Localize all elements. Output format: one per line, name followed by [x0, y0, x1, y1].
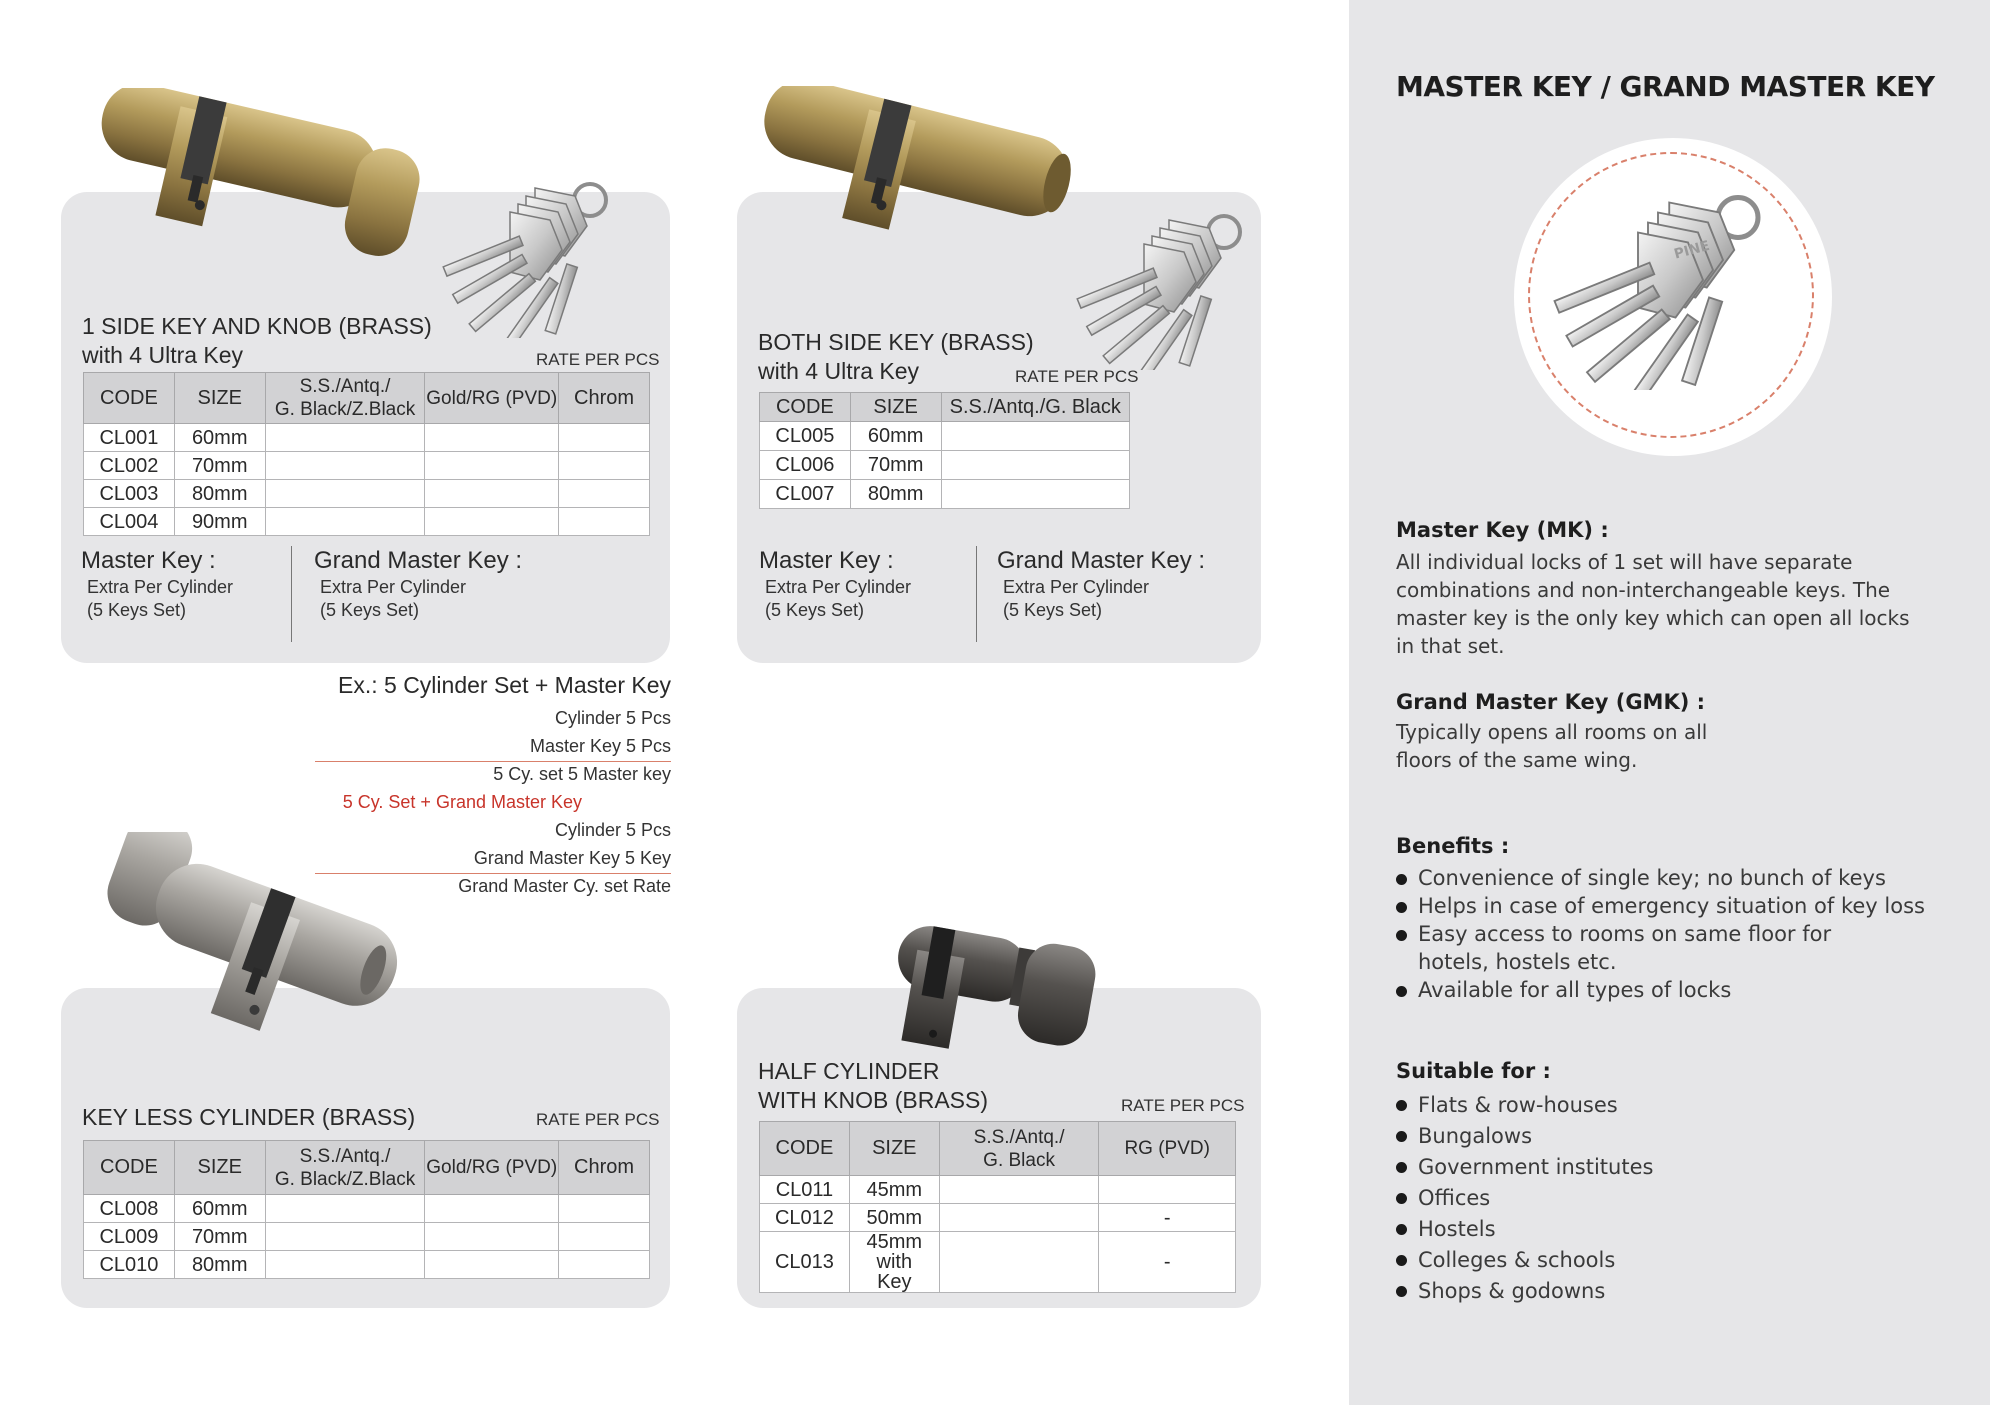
col-header: S.S./Antq./ G. Black	[939, 1122, 1099, 1176]
example-line: Master Key 5 Pcs	[529, 736, 671, 756]
col-header: SIZE	[174, 373, 265, 424]
col-header: SIZE	[849, 1122, 939, 1176]
table-row: CL008 60mm	[84, 1195, 650, 1223]
list-item: Easy access to rooms on same floor for hotels, hostels etc.	[1396, 920, 1858, 976]
col-header: Chrom	[559, 1141, 650, 1195]
price-table-keyless	[83, 1140, 650, 1279]
table-row: CL011 45mm	[760, 1176, 1236, 1204]
suitable-list	[1396, 1090, 1916, 1307]
col-header: Chrom	[559, 373, 650, 424]
example-line: Grand Master Cy. set Rate	[458, 876, 671, 896]
col-header: RG (PVD)	[1099, 1122, 1236, 1176]
table-row: CL013 45mm with Key -	[760, 1232, 1236, 1293]
list-item: Offices	[1396, 1183, 1916, 1214]
half-cylinder-knob-image	[880, 924, 1110, 1074]
table-row: CL007 80mm	[760, 480, 1130, 509]
grand-master-key-label: Grand Master Key :	[997, 547, 1206, 574]
mk-description: All individual locks of 1 set will have separate combinations and non-interchangeable keys. The master key is the only key which can open all locks in that set.	[1396, 550, 1910, 658]
benefits-list	[1396, 864, 1956, 1004]
table-row: CL009 70mm	[84, 1223, 650, 1251]
list-item: Colleges & schools	[1396, 1245, 1916, 1276]
bullet-icon	[1396, 1131, 1407, 1142]
cylinder-1side-knob-image	[80, 88, 425, 288]
price-table-both-side	[759, 392, 1130, 509]
list-item: Hostels	[1396, 1214, 1916, 1245]
product-title: 1 SIDE KEY AND KNOB (BRASS) with 4 Ultra Key	[82, 313, 432, 368]
grand-master-key-label: Grand Master Key :	[314, 547, 523, 574]
sidebar-title: MASTER KEY / GRAND MASTER KEY	[1396, 70, 1935, 103]
bullet-icon	[1396, 1286, 1407, 1297]
grand-master-key-extra: Extra Per Cylinder (5 Keys Set)	[1003, 577, 1150, 620]
key-brand-logo: PINE	[1672, 237, 1712, 263]
list-item: Government institutes	[1396, 1152, 1916, 1183]
list-item: Shops & godowns	[1396, 1276, 1916, 1307]
bullet-icon	[1396, 986, 1407, 997]
master-key-label: Master Key :	[759, 547, 894, 574]
master-key-extra: Extra Per Cylinder (5 Keys Set)	[765, 577, 912, 620]
example-line: 5 Cy. set 5 Master key	[493, 764, 671, 784]
mk-heading: Master Key (MK) :	[1396, 518, 1609, 542]
table-row: CL002 70mm	[84, 452, 650, 480]
bullet-icon	[1396, 930, 1407, 941]
table-row: CL005 60mm	[760, 422, 1130, 451]
benefits-heading: Benefits :	[1396, 834, 1510, 858]
col-header: CODE	[84, 373, 175, 424]
col-header: CODE	[760, 1122, 850, 1176]
product-title: BOTH SIDE KEY (BRASS) with 4 Ultra Key	[758, 329, 1034, 384]
cylinder-keyless-image	[80, 832, 400, 1092]
rate-per-pcs: RATE PER PCS	[536, 1110, 660, 1129]
key-bunch-image	[1074, 210, 1254, 370]
table-row: CL012 50mm -	[760, 1204, 1236, 1232]
price-table-half-cylinder	[759, 1121, 1236, 1293]
col-header: S.S./Antq./ G. Black/Z.Black	[265, 1141, 425, 1195]
grand-master-key-extra: Extra Per Cylinder (5 Keys Set)	[320, 577, 467, 620]
table-row: CL006 70mm	[760, 451, 1130, 480]
col-header: CODE	[84, 1141, 175, 1195]
suitable-heading: Suitable for :	[1396, 1059, 1551, 1083]
col-header: S.S./Antq./G. Black	[941, 393, 1130, 422]
bullet-icon	[1396, 1255, 1407, 1266]
divider	[976, 546, 977, 642]
example-heading: Ex.: 5 Cylinder Set + Master Key	[338, 672, 671, 698]
price-table-1side	[83, 372, 650, 536]
table-row: CL010 80mm	[84, 1251, 650, 1279]
col-header: Gold/RG (PVD)	[425, 373, 559, 424]
product-title: HALF CYLINDER WITH KNOB (BRASS)	[758, 1058, 989, 1113]
bullet-icon	[1396, 1193, 1407, 1204]
table-row: CL003 80mm	[84, 480, 650, 508]
master-key-extra: Extra Per Cylinder (5 Keys Set)	[87, 577, 234, 620]
bullet-icon	[1396, 874, 1407, 885]
example-line: Cylinder 5 Pcs	[554, 820, 671, 840]
list-item: Helps in case of emergency situation of key loss	[1396, 892, 1956, 920]
list-item: Bungalows	[1396, 1121, 1916, 1152]
gmk-description: Typically opens all rooms on all floors of the same wing.	[1396, 720, 1708, 772]
col-header: Gold/RG (PVD)	[425, 1141, 559, 1195]
rate-per-pcs: RATE PER PCS	[1121, 1096, 1245, 1115]
table-row: CL001 60mm	[84, 424, 650, 452]
example-line: Grand Master Key 5 Key	[473, 848, 671, 868]
master-key-label: Master Key :	[81, 547, 216, 574]
key-bunch-image	[440, 178, 620, 338]
col-header: CODE	[760, 393, 851, 422]
master-key-bunch-image	[1548, 190, 1778, 390]
list-item: Flats & row-houses	[1396, 1090, 1916, 1121]
divider	[291, 546, 292, 642]
gmk-heading: Grand Master Key (GMK) :	[1396, 690, 1706, 714]
list-item: Convenience of single key; no bunch of keys	[1396, 864, 1956, 892]
cylinder-both-side-image	[742, 86, 1082, 286]
divider	[315, 761, 671, 762]
rate-per-pcs: RATE PER PCS	[1015, 367, 1139, 386]
rate-per-pcs: RATE PER PCS	[536, 350, 660, 369]
col-header: SIZE	[174, 1141, 265, 1195]
col-header: SIZE	[850, 393, 941, 422]
example-line-highlight: 5 Cy. Set + Grand Master Key	[342, 792, 582, 812]
col-header: S.S./Antq./ G. Black/Z.Black	[265, 373, 425, 424]
list-item: Available for all types of locks	[1396, 976, 1956, 1004]
bullet-icon	[1396, 902, 1407, 913]
table-row: CL004 90mm	[84, 508, 650, 536]
product-title: KEY LESS CYLINDER (BRASS)	[82, 1104, 416, 1130]
example-line: Cylinder 5 Pcs	[554, 708, 671, 728]
bullet-icon	[1396, 1100, 1407, 1111]
bullet-icon	[1396, 1162, 1407, 1173]
bullet-icon	[1396, 1224, 1407, 1235]
